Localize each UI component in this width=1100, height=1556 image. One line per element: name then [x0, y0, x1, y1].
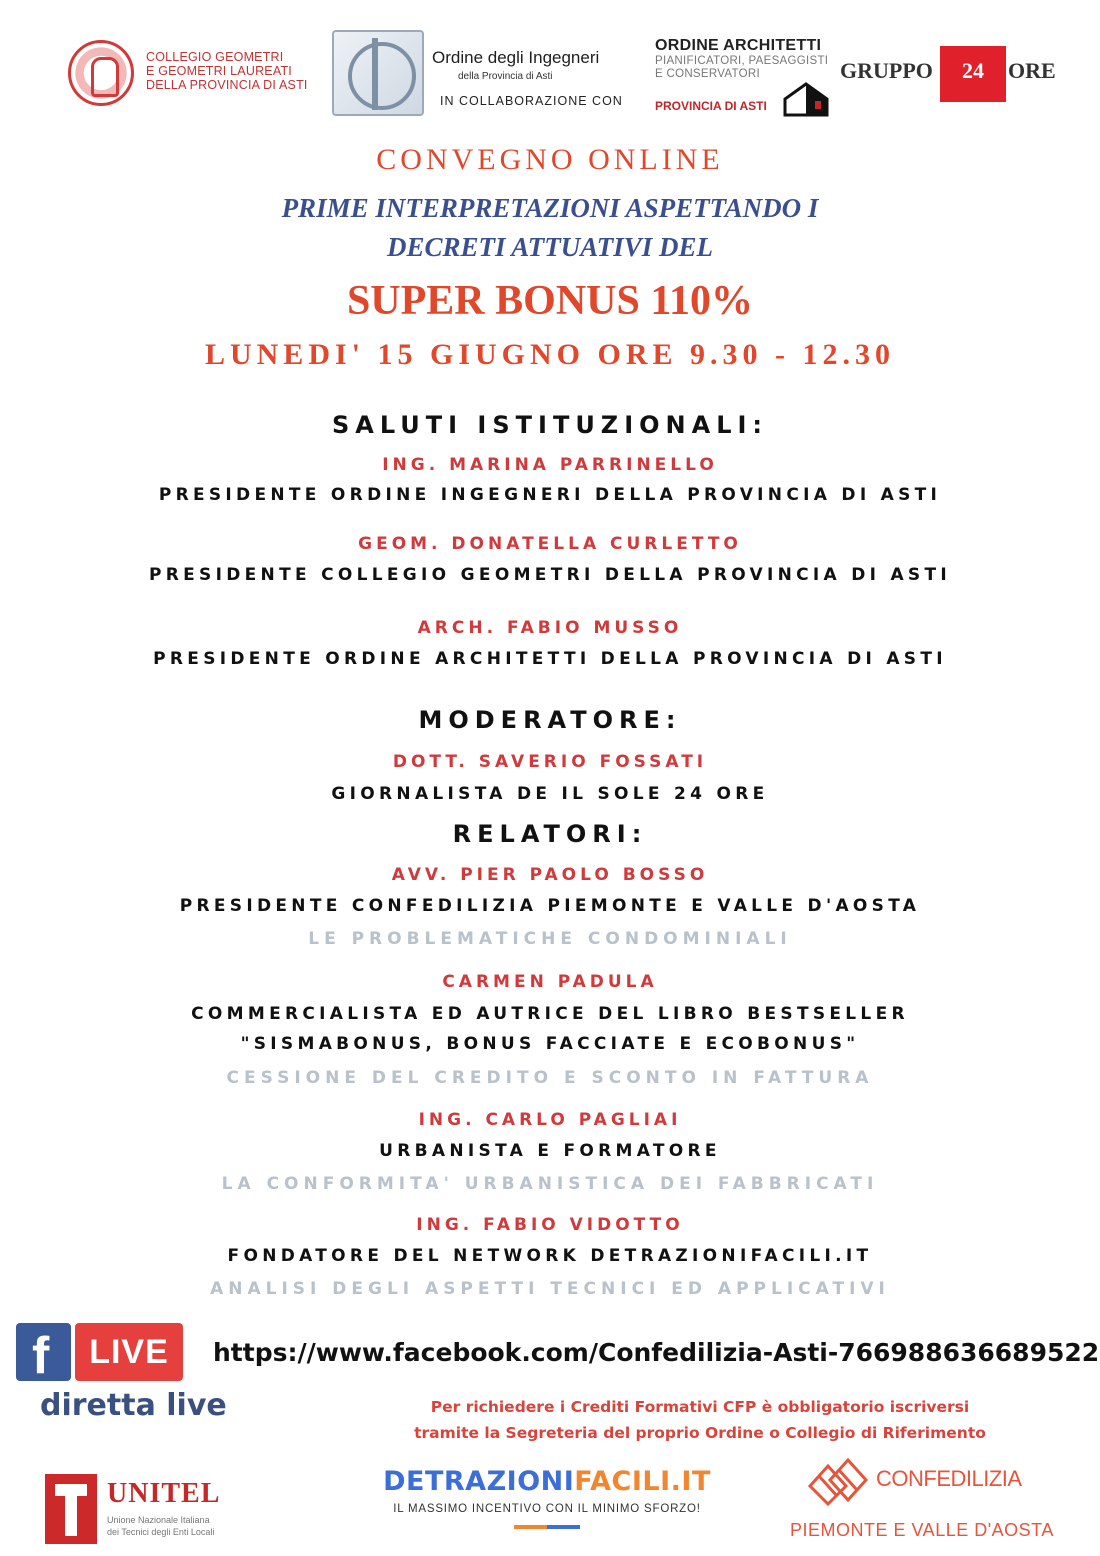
facebook-link[interactable]: https://www.facebook.com/Confedilizia-Asti-766988636689522: [213, 1338, 1100, 1367]
ordine-ingegneri-logo: [332, 30, 648, 120]
relatori-title: RELATORI:: [452, 820, 648, 848]
speaker-role: PRESIDENTE ORDINE ARCHITETTI DELLA PROVINCIA DI ASTI: [153, 649, 947, 669]
collegio-geometri-logo: [68, 40, 328, 110]
confedilizia-emblem-icon: [806, 1456, 876, 1506]
speaker-name: ARCH. FABIO MUSSO: [417, 618, 683, 638]
ingegneri-subtitle: della Provincia di Asti: [458, 71, 553, 82]
speaker-topic: LA CONFORMITA' URBANISTICA DEI FABBRICATI: [221, 1174, 879, 1194]
confedilizia-logo: CONFEDILIZIA PIEMONTE E VALLE D'AOSTA: [784, 1442, 1074, 1552]
moderator-name: DOTT. SAVERIO FOSSATI: [392, 752, 708, 772]
moderator-role: GIORNALISTA DE IL SOLE 24 ORE: [331, 784, 769, 804]
unitel-logo: UNITEL Unione Nazionale Italiana dei Tecnici degli Enti Locali: [45, 1474, 257, 1546]
collaboration-label: IN COLLABORAZIONE CON: [440, 94, 623, 108]
speaker-name: CARMEN PADULA: [442, 972, 658, 992]
architetti-title: ORDINE ARCHITETTI: [655, 37, 822, 54]
cfp-notice: Per richiedere i Crediti Formativi CFP è obbligatorio iscriversi tramite la Segreteria del proprio Ordine o Collegio di Riferimento: [414, 1398, 986, 1442]
event-title: SUPER BONUS 110%: [346, 278, 754, 324]
speaker-role: COMMERCIALISTA ED AUTRICE DEL LIBRO BESTSELLER: [191, 1004, 909, 1024]
live-caption: diretta live: [40, 1388, 227, 1423]
speaker-name: ING. FABIO VIDOTTO: [416, 1215, 684, 1235]
gruppo-24-ore-logo: GRUPPO 24 ORE: [840, 46, 1045, 102]
speaker-name: ING. CARLO PAGLIAI: [418, 1110, 682, 1130]
facebook-icon[interactable]: f: [16, 1323, 71, 1381]
geometri-logo-text: COLLEGIO GEOMETRI E GEOMETRI LAUREATI DELLA PROVINCIA DI ASTI: [146, 50, 308, 92]
event-date: LUNEDI' 15 GIUGNO ORE 9.30 - 12.30: [204, 338, 896, 371]
geometri-emblem-icon: [68, 40, 134, 106]
speaker-role: FONDATORE DEL NETWORK DETRAZIONIFACILI.IT: [227, 1246, 873, 1266]
ingegneri-emblem-icon: [332, 30, 424, 116]
event-type: CONVEGNO ONLINE: [376, 143, 724, 176]
architetti-subtitle: PIANIFICATORI, PAESAGGISTI E CONSERVATORI: [655, 55, 829, 80]
speaker-name: GEOM. DONATELLA CURLETTO: [358, 534, 742, 554]
confedilizia-region: PIEMONTE E VALLE D'AOSTA: [790, 1520, 1054, 1540]
event-subtitle-line2: DECRETI ATTUATIVI DEL: [386, 232, 714, 262]
speaker-role: PRESIDENTE CONFEDILIZIA PIEMONTE E VALLE D'AOSTA: [179, 896, 921, 916]
ordine-architetti-logo: [655, 37, 835, 119]
saluti-title: SALUTI ISTITUZIONALI:: [331, 411, 769, 439]
architetti-province: PROVINCIA DI ASTI: [655, 99, 767, 113]
speaker-name: AVV. PIER PAOLO BOSSO: [391, 865, 709, 885]
speaker-topic: CESSIONE DEL CREDITO E SCONTO IN FATTURA: [226, 1068, 874, 1088]
ingegneri-title: Ordine degli Ingegneri: [432, 48, 600, 67]
live-badge[interactable]: LIVE: [75, 1323, 183, 1381]
speaker-role: URBANISTA E FORMATORE: [379, 1141, 721, 1161]
detrazioni-tagline: IL MASSIMO INCENTIVO CON IL MINIMO SFORZO!: [393, 1503, 701, 1515]
speaker-role: "SISMABONUS, BONUS FACCIATE E ECOBONUS": [240, 1034, 860, 1054]
detrazioni-underline: [514, 1525, 580, 1529]
speaker-topic: ANALISI DEGLI ASPETTI TECNICI ED APPLICATIVI: [210, 1279, 890, 1299]
house-icon: [783, 81, 829, 117]
speaker-role: PRESIDENTE ORDINE INGEGNERI DELLA PROVINCIA DI ASTI: [158, 485, 942, 505]
speaker-name: ING. MARINA PARRINELLO: [382, 455, 718, 475]
unitel-emblem-icon: [45, 1474, 97, 1544]
speaker-topic: LE PROBLEMATICHE CONDOMINIALI: [308, 929, 792, 949]
moderatore-title: MODERATORE:: [418, 706, 682, 734]
event-subtitle-line1: PRIME INTERPRETAZIONI ASPETTANDO I: [281, 193, 819, 223]
speaker-role: PRESIDENTE COLLEGIO GEOMETRI DELLA PROVINCIA DI ASTI: [148, 565, 951, 585]
detrazionifacili-logo: DETRAZIONIFACILI.IT IL MASSIMO INCENTIVO CON IL MINIMO SFORZO!: [368, 1466, 726, 1529]
